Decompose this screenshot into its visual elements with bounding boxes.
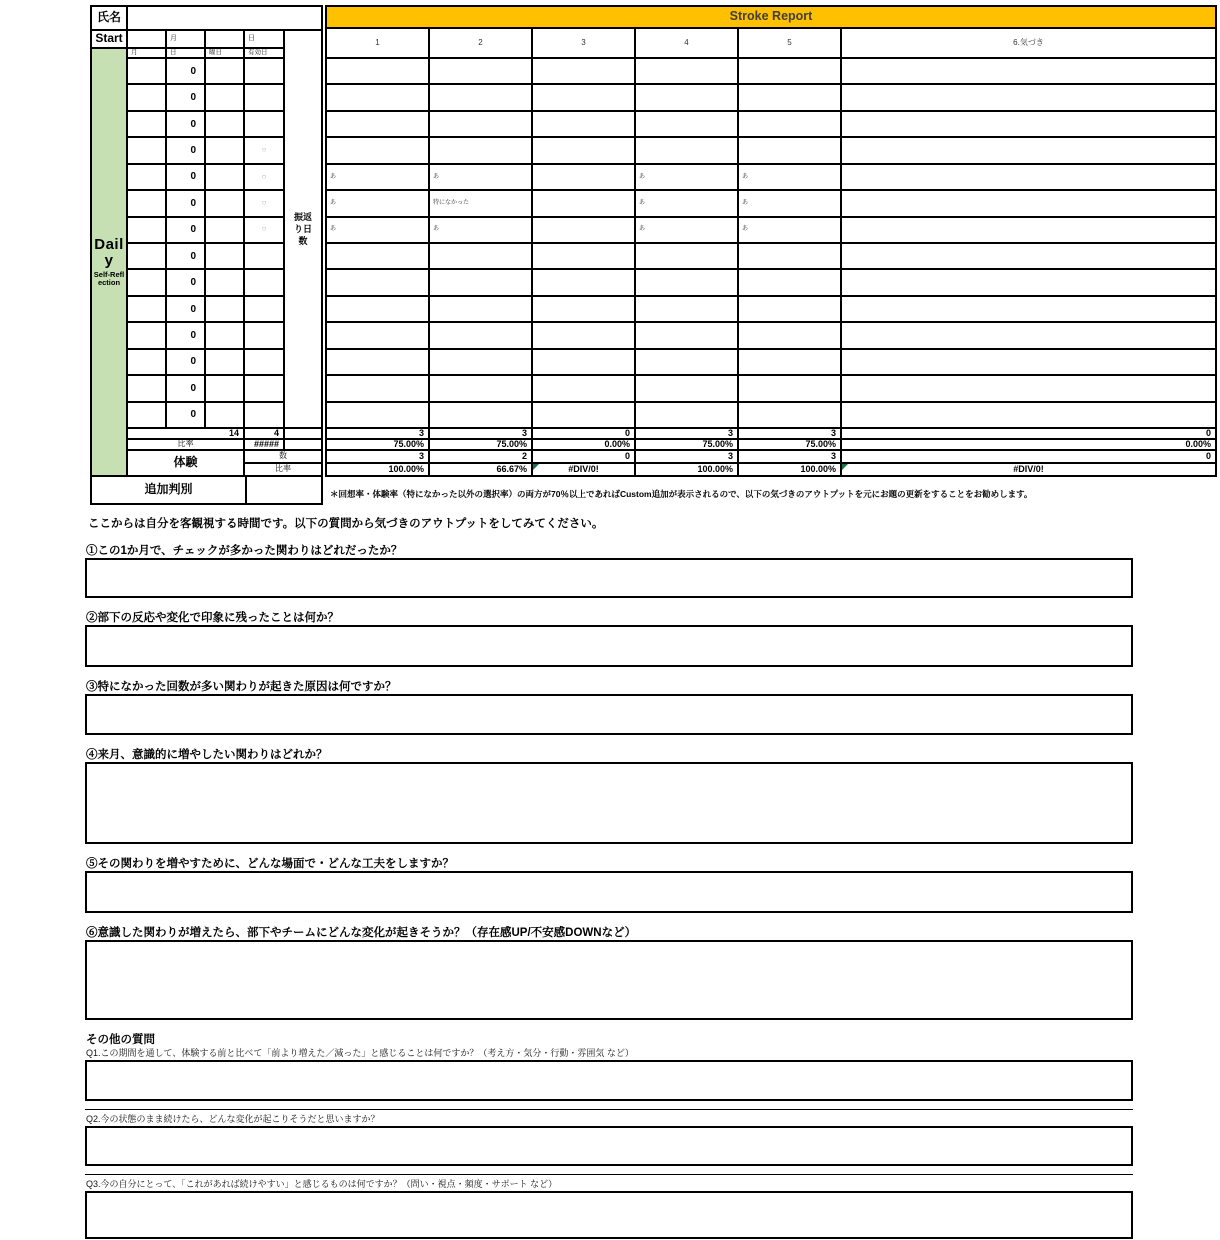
report-cell[interactable]: [737, 374, 842, 402]
report-column-header-4: 4: [634, 27, 739, 59]
report-cell[interactable]: [634, 110, 739, 138]
recall-count-cell: 3: [634, 427, 739, 440]
daily-weekday-cell[interactable]: [204, 242, 245, 270]
additional-judgement-value-cell: [245, 475, 323, 505]
experience-count-cell: 3: [634, 449, 739, 464]
report-cell[interactable]: [531, 136, 636, 164]
daily-day-cell[interactable]: 0: [165, 321, 206, 349]
report-cell[interactable]: あ: [428, 163, 533, 191]
daily-validday-cell[interactable]: [243, 374, 285, 402]
experience-count-cell: 0: [840, 449, 1217, 464]
recall-ratio-cell: 75.00%: [737, 438, 842, 451]
experience-count-label: 数: [243, 449, 323, 464]
report-cell[interactable]: [325, 136, 430, 164]
report-cell[interactable]: [428, 136, 533, 164]
experience-ratio-cell: 66.67%: [428, 462, 533, 477]
reflection-section: [85, 505, 1133, 1239]
recall-count-cell: 3: [737, 427, 842, 440]
additional-judgement-label: 追加判別: [90, 475, 247, 505]
report-cell[interactable]: [531, 216, 636, 244]
experience-count-cell: 0: [531, 449, 636, 464]
day-total-cell: 14: [126, 427, 245, 440]
recall-count-cell: 3: [325, 427, 430, 440]
report-cell[interactable]: [325, 321, 430, 349]
experience-ratio-cell: 100.00%: [737, 462, 842, 477]
question-section: [85, 858, 1133, 913]
recall-count-cell: 0: [531, 427, 636, 440]
report-cell[interactable]: [531, 374, 636, 402]
other-question-list: [85, 1048, 1133, 1239]
question-section: [85, 749, 1133, 844]
answer-box[interactable]: [85, 625, 1133, 667]
daily-weekday-cell[interactable]: [204, 295, 245, 323]
question-label: ①この1か月で、チェックが多かった関わりはどれだったか？: [86, 545, 403, 557]
recall-ratio-label: 比率: [126, 438, 245, 451]
daily-month-cell[interactable]: [126, 57, 167, 85]
recall-ratio-cell: 75.00%: [428, 438, 533, 451]
report-cell[interactable]: [531, 189, 636, 217]
report-cell[interactable]: [840, 189, 1217, 217]
report-cell[interactable]: [634, 401, 739, 429]
report-column-header-6: 6.気づき: [840, 27, 1217, 59]
daily-day-cell[interactable]: 0: [165, 136, 206, 164]
question-label: ④来月、意識的に増やしたい関わりはどれか？: [86, 749, 328, 761]
report-cell[interactable]: あ: [737, 216, 842, 244]
recall-ratio-cell: 75.00%: [325, 438, 430, 451]
daily-month-cell[interactable]: [126, 189, 167, 217]
report-column-header-3: 3: [531, 27, 636, 59]
daily-weekday-cell[interactable]: [204, 189, 245, 217]
report-cell[interactable]: [634, 295, 739, 323]
report-cell[interactable]: [634, 268, 739, 296]
report-cell[interactable]: [531, 348, 636, 376]
column-header-month: 月: [126, 47, 167, 59]
report-cell[interactable]: [325, 57, 430, 85]
other-question-section: [85, 1109, 1133, 1166]
other-question-section: [85, 1174, 1133, 1239]
report-cell[interactable]: [325, 242, 430, 270]
report-cell[interactable]: [737, 110, 842, 138]
question-label: ⑤その関わりを増やすために、どんな場面で・どんな工夫をしますか？: [86, 858, 454, 870]
error-indicator-icon: [533, 464, 539, 470]
report-cell[interactable]: [737, 348, 842, 376]
experience-ratio-cell: 100.00%: [634, 462, 739, 477]
report-cell[interactable]: [531, 295, 636, 323]
report-cell[interactable]: [325, 295, 430, 323]
report-cell[interactable]: [840, 83, 1217, 111]
report-cell[interactable]: [428, 401, 533, 429]
daily-day-cell[interactable]: 0: [165, 163, 206, 191]
report-cell[interactable]: [428, 295, 533, 323]
daily-validday-cell[interactable]: ○: [243, 189, 285, 217]
recall-count-cell: 3: [428, 427, 533, 440]
report-cell[interactable]: あ: [634, 189, 739, 217]
daily-day-cell[interactable]: 0: [165, 374, 206, 402]
daily-month-cell[interactable]: [126, 268, 167, 296]
report-cell[interactable]: [325, 83, 430, 111]
report-cell[interactable]: あ: [634, 163, 739, 191]
daily-validday-cell[interactable]: ○: [243, 216, 285, 244]
answer-box[interactable]: [85, 871, 1133, 913]
daily-validday-cell[interactable]: [243, 57, 285, 85]
report-cell[interactable]: [325, 348, 430, 376]
report-cell[interactable]: [428, 321, 533, 349]
question-section: [85, 612, 1133, 667]
daily-day-cell[interactable]: 0: [165, 401, 206, 429]
daily-validday-cell[interactable]: [243, 242, 285, 270]
report-cell[interactable]: [840, 295, 1217, 323]
recall-count-cell: 0: [840, 427, 1217, 440]
question-label: ③特になかった回数が多い関わりが起きた原因は何ですか？: [86, 681, 397, 693]
report-cell[interactable]: [325, 401, 430, 429]
daily-month-cell[interactable]: [126, 374, 167, 402]
question-label: ②部下の反応や変化で印象に残ったことは何か？: [86, 612, 339, 624]
experience-ratio-cell: #DIV/0!: [840, 462, 1217, 477]
custom-note: ＊回想率・体験率（特になかった以外の選択率）の両方が70％以上であればCustom追加が表示されるので、以下の気づきのアウトプットを元にお題の更新をすることをお勧めします。: [330, 489, 1033, 499]
error-indicator-icon: [842, 464, 848, 470]
answer-box[interactable]: [85, 762, 1133, 844]
recall-ratio-cell: 0.00%: [840, 438, 1217, 451]
report-cell[interactable]: [634, 242, 739, 270]
daily-validday-cell[interactable]: [243, 321, 285, 349]
daily-weekday-cell[interactable]: [204, 348, 245, 376]
report-cell[interactable]: [840, 136, 1217, 164]
daily-weekday-cell[interactable]: [204, 110, 245, 138]
column-header-validday: 有効日: [243, 47, 285, 59]
report-cell[interactable]: [840, 242, 1217, 270]
report-cell[interactable]: [428, 110, 533, 138]
report-cell[interactable]: [531, 268, 636, 296]
daily-weekday-cell[interactable]: [204, 83, 245, 111]
daily-validday-cell[interactable]: ○: [243, 136, 285, 164]
recall-ratio-value-cell: #####: [243, 438, 285, 451]
report-cell[interactable]: [634, 348, 739, 376]
daily-weekday-cell[interactable]: [204, 268, 245, 296]
daily-month-cell[interactable]: [126, 83, 167, 111]
daily-day-cell[interactable]: 0: [165, 83, 206, 111]
daily-day-cell[interactable]: 0: [165, 295, 206, 323]
daily-month-cell[interactable]: [126, 163, 167, 191]
report-cell[interactable]: [840, 110, 1217, 138]
section-intro: ここからは自分を客観視する時間です。以下の質問から気づきのアウトプットをしてみてください。: [88, 518, 604, 530]
other-question-section: [85, 1048, 1133, 1101]
daily-day-cell[interactable]: 0: [165, 189, 206, 217]
other-question-label: Q3.今の自分にとって、「これがあれば続けやすい」と感じるものは何ですか？（問い・視点・頻度・サポート など）: [86, 1179, 558, 1189]
daily-validday-cell[interactable]: [243, 83, 285, 111]
start-day-label: 日: [243, 29, 285, 49]
start-label: Start: [90, 29, 128, 49]
experience-ratio-cell: #DIV/0!: [531, 462, 636, 477]
question-section: [85, 681, 1133, 735]
report-title-bar: Stroke Report: [325, 5, 1217, 29]
daily-weekday-cell[interactable]: [204, 321, 245, 349]
experience-count-cell: 3: [737, 449, 842, 464]
daily-month-cell[interactable]: [126, 401, 167, 429]
name-label: 氏名: [90, 5, 128, 31]
daily-day-cell[interactable]: 0: [165, 216, 206, 244]
daily-day-cell[interactable]: 0: [165, 57, 206, 85]
report-cell[interactable]: [634, 57, 739, 85]
report-cell[interactable]: あ: [325, 216, 430, 244]
start-month-label: 月: [165, 29, 206, 49]
question-list: [85, 545, 1133, 1020]
answer-box[interactable]: [85, 1060, 1133, 1101]
valid-day-total-cell: 4: [243, 427, 285, 440]
sidebar-subtitle: Self-Reflection: [93, 269, 125, 287]
recall-ratio-cell: 0.00%: [531, 438, 636, 451]
report-cell[interactable]: [531, 163, 636, 191]
report-cell[interactable]: [840, 401, 1217, 429]
daily-validday-cell[interactable]: ○: [243, 163, 285, 191]
report-cell[interactable]: [531, 401, 636, 429]
report-cell[interactable]: [737, 268, 842, 296]
report-cell[interactable]: [634, 374, 739, 402]
daily-weekday-cell[interactable]: [204, 374, 245, 402]
report-cell[interactable]: あ: [737, 189, 842, 217]
report-cell[interactable]: [428, 348, 533, 376]
experience-ratio-cell: 100.00%: [325, 462, 430, 477]
report-cell[interactable]: [634, 136, 739, 164]
report-cell[interactable]: [840, 163, 1217, 191]
report-column-header-5: 5: [737, 27, 842, 59]
daily-month-cell[interactable]: [126, 110, 167, 138]
report-cell[interactable]: [428, 83, 533, 111]
report-cell[interactable]: [325, 268, 430, 296]
report-cell[interactable]: [531, 242, 636, 270]
question-section: [85, 927, 1133, 1020]
daily-weekday-cell[interactable]: [204, 401, 245, 429]
report-cell[interactable]: あ: [325, 189, 430, 217]
daily-weekday-cell[interactable]: [204, 216, 245, 244]
daily-month-cell[interactable]: [126, 321, 167, 349]
answer-box[interactable]: [85, 558, 1133, 598]
other-questions-title: その他の質問: [86, 1034, 155, 1046]
report-cell[interactable]: [840, 216, 1217, 244]
other-question-label: Q2.今の状態のまま続けたら、どんな変化が起こりそうだと思いますか？: [86, 1114, 380, 1124]
sidebar-title: Daily: [94, 236, 124, 270]
daily-month-cell[interactable]: [126, 348, 167, 376]
answer-box[interactable]: [85, 1191, 1133, 1239]
report-column-header-1: 1: [325, 27, 430, 59]
question-section: [85, 545, 1133, 598]
other-question-label: Q1.この期間を通して、体験する前と比べて「前より増えた／減った」と感じることは何ですか？（考え方・気分・行動・雰囲気 など）: [86, 1048, 634, 1058]
report-cell[interactable]: あ: [428, 216, 533, 244]
daily-day-cell[interactable]: 0: [165, 268, 206, 296]
answer-box[interactable]: [85, 1126, 1133, 1166]
daily-validday-cell[interactable]: [243, 110, 285, 138]
report-cell[interactable]: [531, 83, 636, 111]
report-cell[interactable]: [428, 57, 533, 85]
report-cell[interactable]: [737, 83, 842, 111]
report-cell[interactable]: [840, 321, 1217, 349]
daily-validday-cell[interactable]: [243, 295, 285, 323]
report-cell[interactable]: 特になかった: [428, 189, 533, 217]
experience-count-cell: 3: [325, 449, 430, 464]
daily-validday-cell[interactable]: [243, 268, 285, 296]
report-cell[interactable]: [840, 268, 1217, 296]
answer-box[interactable]: [85, 694, 1133, 735]
report-cell[interactable]: あ: [737, 163, 842, 191]
start-day-value-cell[interactable]: [204, 29, 245, 49]
daily-month-cell[interactable]: [126, 136, 167, 164]
report-cell[interactable]: [634, 83, 739, 111]
daily-month-cell[interactable]: [126, 216, 167, 244]
reflection-days-cell: 振返り日数: [283, 29, 323, 429]
report-cell[interactable]: [325, 110, 430, 138]
report-cell[interactable]: あ: [325, 163, 430, 191]
report-cell[interactable]: [840, 348, 1217, 376]
report-cell[interactable]: [531, 57, 636, 85]
experience-label: 体験: [126, 449, 245, 477]
daily-month-cell[interactable]: [126, 242, 167, 270]
report-cell[interactable]: [840, 374, 1217, 402]
daily-validday-cell[interactable]: [243, 348, 285, 376]
recall-ratio-cell: 75.00%: [634, 438, 739, 451]
report-cell[interactable]: [531, 110, 636, 138]
spreadsheet-area: [0, 0, 1220, 505]
daily-day-cell[interactable]: 0: [165, 348, 206, 376]
report-cell[interactable]: [428, 268, 533, 296]
report-cell[interactable]: [737, 295, 842, 323]
column-header-weekday: 曜日: [204, 47, 245, 59]
report-cell[interactable]: [634, 321, 739, 349]
report-cell[interactable]: あ: [634, 216, 739, 244]
column-header-day: 日: [165, 47, 206, 59]
daily-day-cell[interactable]: 0: [165, 242, 206, 270]
report-cell[interactable]: [428, 242, 533, 270]
daily-weekday-cell[interactable]: [204, 163, 245, 191]
report-cell[interactable]: [531, 321, 636, 349]
report-cell[interactable]: [737, 321, 842, 349]
name-input-cell[interactable]: [126, 5, 323, 31]
report-cell[interactable]: [737, 57, 842, 85]
answer-box[interactable]: [85, 940, 1133, 1020]
report-cell[interactable]: [737, 242, 842, 270]
experience-count-cell: 2: [428, 449, 533, 464]
daily-month-cell[interactable]: [126, 295, 167, 323]
report-column-header-2: 2: [428, 27, 533, 59]
daily-weekday-cell[interactable]: [204, 136, 245, 164]
question-label: ⑥意識した関わりが増えたら、部下やチームにどんな変化が起きそうか？（存在感UP/不安感DOWNなど）: [86, 927, 637, 939]
report-cell[interactable]: [325, 374, 430, 402]
daily-validday-cell[interactable]: [243, 401, 285, 429]
report-cell[interactable]: [737, 136, 842, 164]
daily-day-cell[interactable]: 0: [165, 110, 206, 138]
daily-self-reflection-sidebar: [90, 47, 128, 477]
experience-ratio-label: 比率: [243, 462, 323, 477]
report-cell[interactable]: [737, 401, 842, 429]
report-cell[interactable]: [840, 57, 1217, 85]
start-month-value-cell[interactable]: [126, 29, 167, 49]
report-cell[interactable]: [428, 374, 533, 402]
daily-weekday-cell[interactable]: [204, 57, 245, 85]
